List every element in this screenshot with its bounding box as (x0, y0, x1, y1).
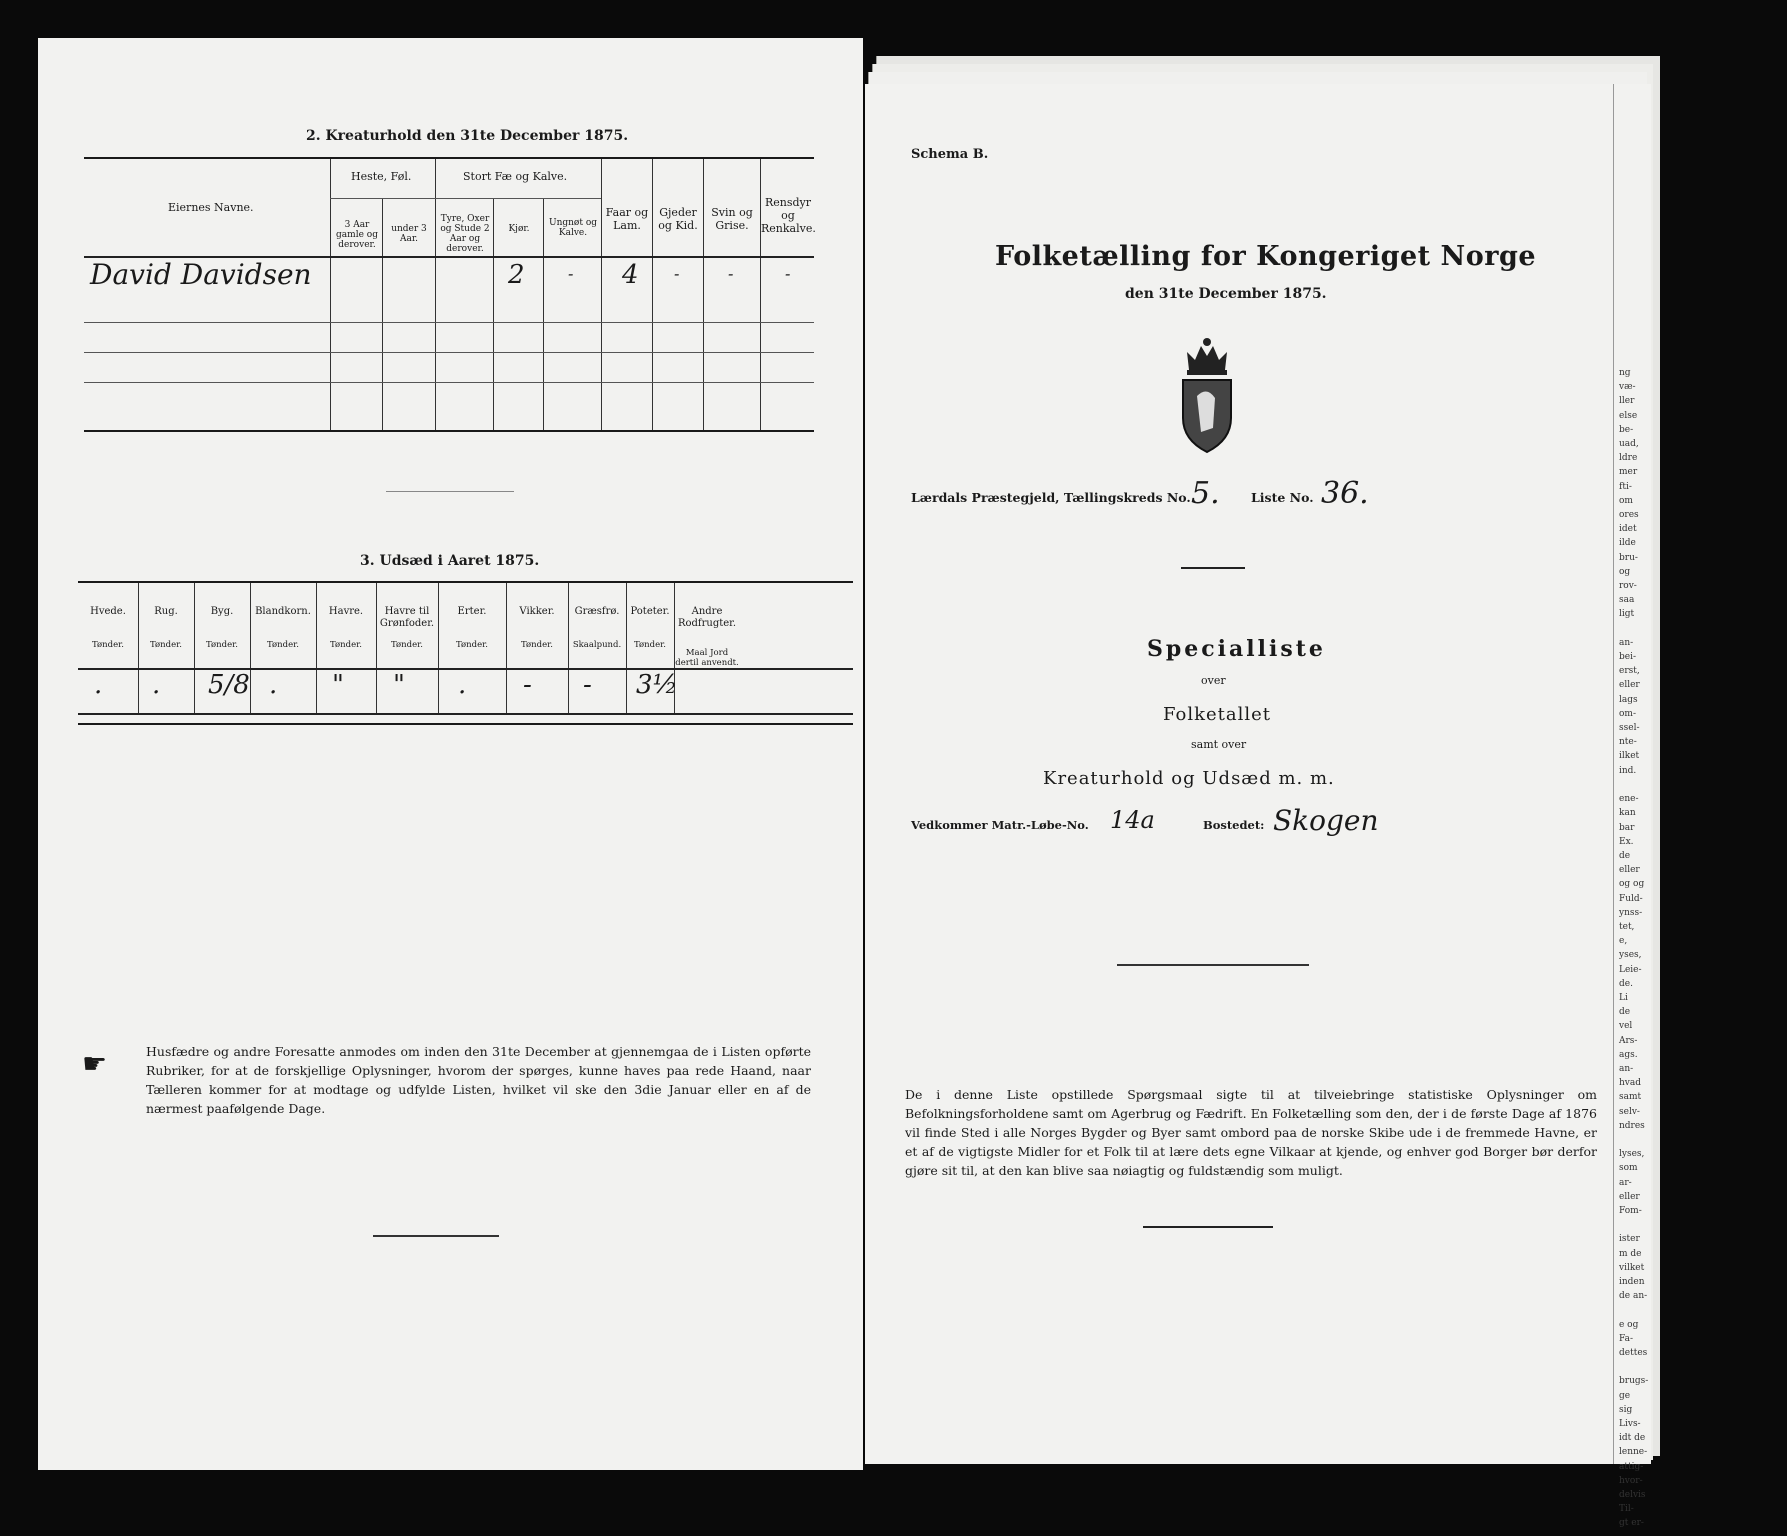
table3-value-2: . (152, 670, 161, 700)
table3-unit-6: Tønder. (391, 640, 423, 650)
bosted-value: Skogen (1273, 804, 1379, 837)
table3-value-10: 3½ (636, 670, 678, 700)
header-cattle-c: Ungnøt og Kalve. (548, 218, 597, 238)
right-page (865, 84, 1651, 1529)
header-horse-a: 3 Aar gamle og derover. (336, 220, 378, 250)
header-sheep: Faar og Lam. (605, 206, 649, 232)
table3-header-3: Byg. (210, 606, 234, 617)
reindeer-value: - (785, 264, 791, 283)
header-goats: Gjeder og Kid. (658, 206, 698, 232)
liste-label: Liste No. (1251, 490, 1314, 505)
table3-header-1: Hvede. (90, 606, 126, 617)
header-horses: Heste, Føl. (351, 170, 412, 183)
table2-vline (435, 159, 436, 431)
table3-value-8: - (523, 670, 532, 700)
separator-3 (1143, 1226, 1273, 1228)
header-horse-b: under 3 Aar. (391, 224, 427, 244)
goats-value: - (674, 264, 680, 283)
kreaturhold-title: Kreaturhold og Udsæd m. m. (1043, 768, 1335, 789)
specialliste-title: Specialliste (1147, 636, 1326, 662)
matr-label: Vedkommer Matr.-Løbe-No. (911, 818, 1089, 832)
folketallet-title: Folketallet (1163, 704, 1272, 725)
table2-vline (493, 198, 494, 431)
table3-unit-4: Tønder. (267, 640, 299, 650)
sheep-value: 4 (622, 260, 639, 290)
table2-vline (601, 159, 602, 431)
pigs-value: - (728, 264, 734, 283)
census-date: den 31te December 1875. (1125, 286, 1327, 302)
table3-unit-11: Maal Jord dertil anvendt. (675, 648, 739, 668)
left-page (38, 38, 863, 1470)
header-reindeer: Rensdyr og Renkalve. (761, 196, 816, 235)
table3-header-2: Rug. (154, 606, 178, 617)
table3-header-9: Græsfrø. (574, 606, 620, 617)
intro-paragraph: De i denne Liste opstillede Spørgsmaal sigte til at tilveiebringe statistiske Oplysninger om Befolkningsforholdene samt om Agerbrug og Fædrift. En Folketælling som den, der i de første Dage af 1876 vil finde Sted i alle Norges Bygder og Byer samt ombord paa de norske Skibe ude i de fremmede Havne, er et af de vigtigste Midler for et Folk til at lære dets egne Vilkaar at kjende, og enhver god Borger bør derfor gjøre sit til, at den kan blive saa nøiagtig og fuldstændig som muligt. (905, 1087, 1597, 1178)
table3-unit-10: Tønder. (634, 640, 666, 650)
notice-text: Husfædre og andre Foresatte anmodes om inden den 31te December at gjennemgaa de i Listen opførte Rubriker, for at de forskjellige Oplysninger, hvorom der spørges, kunne haves paa rede Haand, naar Tælleren kommer for at modtage og udfylde Listen, hvilket vil ske den 3die Januar eller en af de nærmest paafølgende Dage. (146, 1044, 811, 1116)
main-title: Folketælling for Kongeriget Norge (995, 241, 1537, 272)
table3-unit-5: Tønder. (330, 640, 362, 650)
overlapping-sheet-edge (1613, 84, 1614, 1464)
table2-row-line (84, 382, 814, 383)
table2-row-line (84, 352, 814, 353)
table2-vline (703, 159, 704, 431)
separator-1 (1181, 567, 1245, 569)
separator-short (386, 491, 514, 492)
table3-header-11: Andre Rodfrugter. (677, 606, 737, 629)
table3-value-7: . (458, 670, 467, 700)
table2-top-rule (84, 157, 814, 159)
table3-value-6: " (393, 670, 405, 700)
cows-value: 2 (508, 260, 525, 290)
header-cattle-b: Kjør. (508, 224, 530, 234)
table2-vline (652, 159, 653, 431)
owner-name-handwritten: David Davidsen (90, 258, 312, 291)
matr-number: 14a (1110, 806, 1155, 834)
table2-vline (382, 198, 383, 431)
table3-header-7: Erter. (457, 606, 487, 617)
table2-vline (330, 159, 331, 431)
table3-value-5: " (332, 670, 344, 700)
overlapping-sheet-margin-text: ng væ- ller else be- uad, ldre mer fti- om ores idet ilde bru- og rov- saa ligt an- bei- erst, eller lags om- ssel- nte- ilket ind. ene- kan bar Ex. de eller og og Fuld- ynss- tet, e, yses, Leie- de. Li de vel Ars- ags. an- hvad samt selv- ndres lyses, som ar- eller Fom- ister m de vilket inden de an- e og Fa- dettes brugs- ge sig Livs- idt de lenne- attig- hvor- delvis Til- gt er- (1619, 368, 1649, 1529)
table3-value-9: - (583, 670, 592, 700)
table3-header-5: Havre. (328, 606, 364, 617)
section3-title: 3. Udsæd i Aaret 1875. (360, 553, 540, 569)
pointing-hand-icon: ☛ (82, 1047, 108, 1080)
table3-bottom-rule (78, 723, 853, 725)
bosted-label: Bostedet: (1203, 818, 1265, 832)
table3-header-4: Blandkorn. (255, 606, 311, 617)
table3-row-line (78, 713, 853, 715)
table3-unit-3: Tønder. (206, 640, 238, 650)
schema-label: Schema B. (911, 147, 989, 162)
table3-header-8: Vikker. (519, 606, 555, 617)
header-owner: Eiernes Navne. (168, 201, 254, 214)
header-cattle-a: Tyre, Oxer og Stude 2 Aar og derover. (440, 214, 490, 254)
table3-unit-9: Skaalpund. (572, 640, 622, 650)
table2-bottom-rule (84, 430, 814, 432)
parish-label: Lærdals Præstegjeld, Tællingskreds No. (911, 490, 1191, 505)
table2-row-line (84, 322, 814, 323)
table3-value-3: 5/8 (208, 670, 250, 700)
table3-unit-8: Tønder. (521, 640, 553, 650)
header-pigs: Svin og Grise. (711, 206, 753, 232)
table3-unit-1: Tønder. (92, 640, 124, 650)
liste-number: 36. (1321, 476, 1369, 511)
header-cattle: Stort Fæ og Kalve. (463, 170, 568, 183)
section2-title: 2. Kreaturhold den 31te December 1875. (306, 128, 629, 144)
samt-over: samt over (1191, 738, 1247, 751)
bottom-separator (373, 1235, 499, 1237)
table3-value-1: . (94, 670, 103, 700)
table2-vline (543, 198, 544, 431)
table3-unit-7: Tønder. (456, 640, 488, 650)
coat-of-arms-icon (1177, 336, 1237, 456)
table2-subheader-line (330, 198, 601, 199)
table3-header-6: Havre til Grønfoder. (379, 606, 435, 629)
young-cattle-value: - (568, 264, 574, 283)
table3-header-10: Poteter. (630, 606, 670, 617)
table3-value-4: . (269, 670, 278, 700)
separator-2 (1117, 964, 1309, 966)
kreds-number: 5. (1191, 476, 1220, 511)
over-1: over (1201, 674, 1226, 687)
table3-unit-2: Tønder. (150, 640, 182, 650)
